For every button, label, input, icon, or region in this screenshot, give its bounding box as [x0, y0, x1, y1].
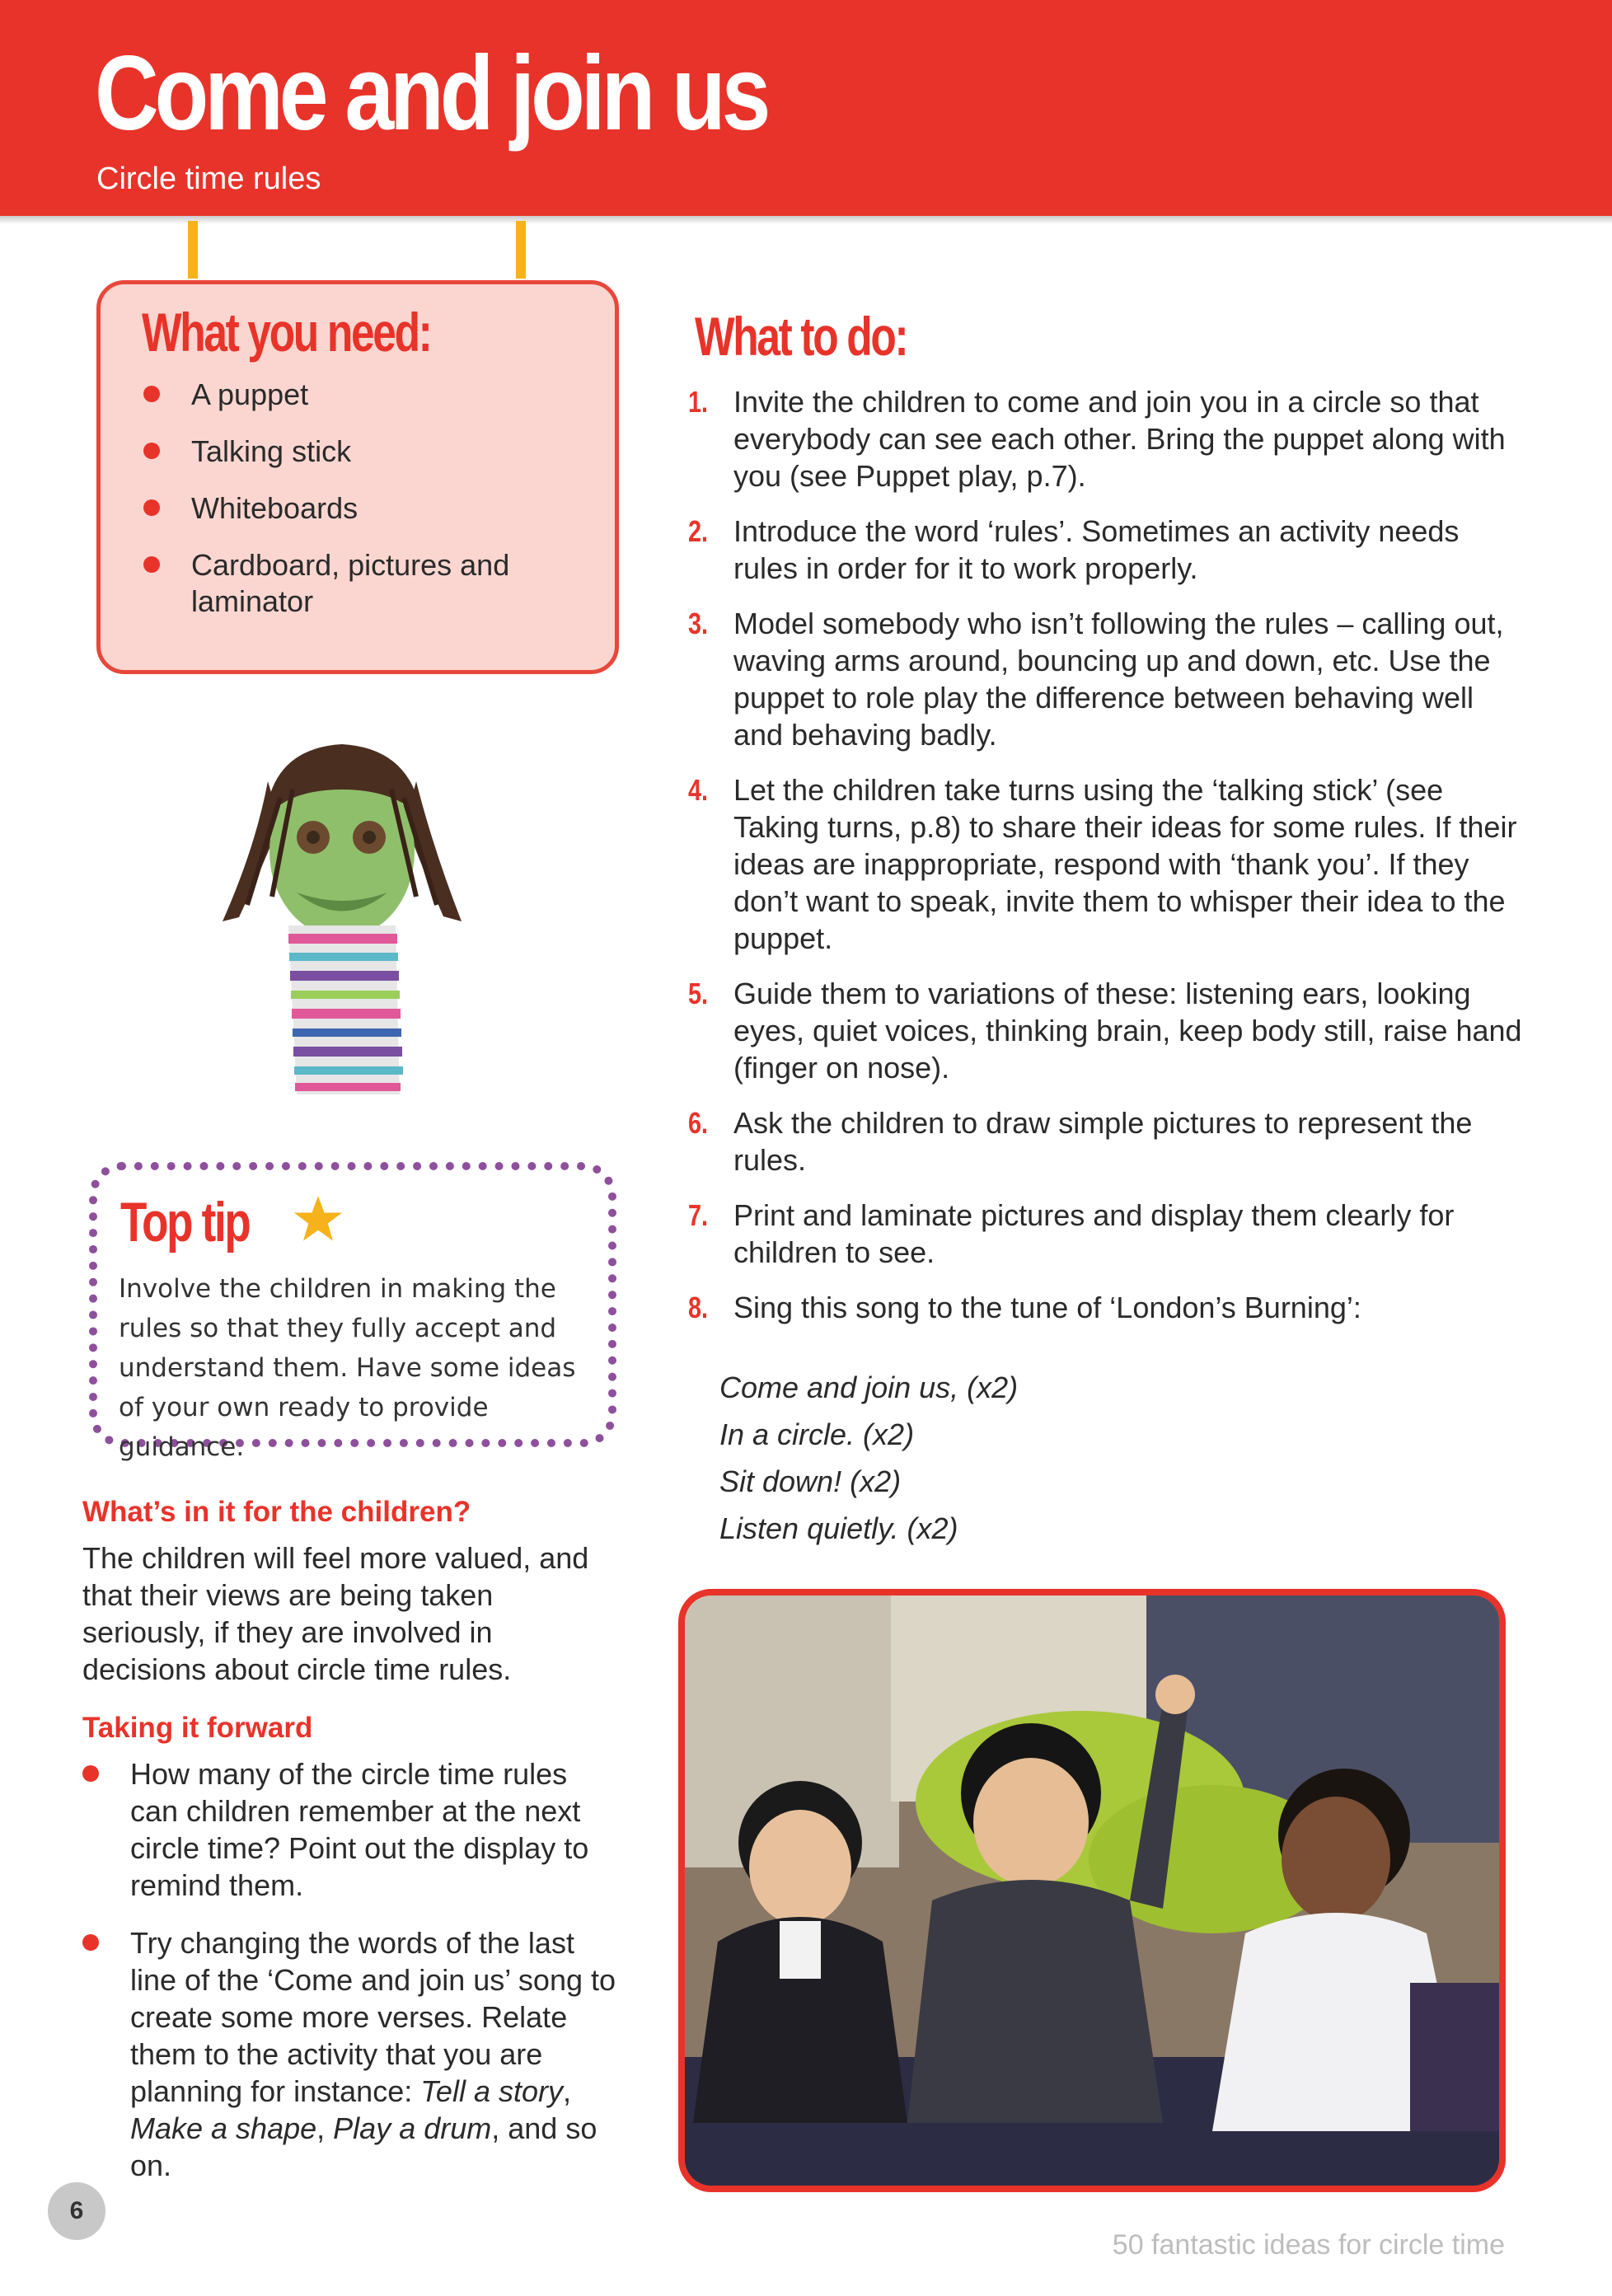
step-number: 7. [688, 1198, 709, 1232]
top-tip-title: Top tip [120, 1191, 250, 1253]
star-icon [293, 1193, 344, 1244]
step-text: Introduce the word ‘rules’. Sometimes an activity needs rules in order for it to work properly. [733, 514, 1460, 585]
sock-puppet-image [190, 732, 494, 1111]
song-lyrics [719, 1364, 1018, 1552]
what-you-need-box [96, 280, 619, 674]
bullet-icon [143, 499, 160, 516]
step-item [688, 1289, 1529, 1326]
step-item [688, 605, 1529, 753]
step-number: 6. [688, 1106, 709, 1140]
list-item-text: A puppet [191, 377, 309, 411]
step-text: Print and laminate pictures and display them clearly for children to see. [733, 1198, 1455, 1269]
step-text: Invite the children to come and join you in a circle so that everybody can see each other. Bring the puppet along with you (see Puppet play, p.7). [733, 385, 1506, 493]
step-number: 5. [688, 977, 709, 1010]
top-tip-box [89, 1162, 616, 1462]
top-tip-text: Involve the children in making the rules so that they fully accept and understand them. Have some ideas of your own ready to provide guidance. [119, 1274, 576, 1462]
list-item-text: Whiteboards [191, 491, 358, 525]
children-photo [678, 1589, 1506, 2192]
example-verse: Make a shape [130, 2111, 317, 2145]
page-title: Come and join us [95, 35, 767, 152]
list-item-text: Talking stick [191, 434, 352, 468]
list-item [82, 1755, 618, 1904]
step-item [688, 1104, 1529, 1178]
step-text: Sing this song to the tune of ‘London’s Burning’: [733, 1291, 1361, 1324]
list-item-text: How many of the circle time rules can children remember at the next circle time? Point out the display to remind them. [130, 1757, 589, 1902]
list-item [143, 490, 605, 527]
step-number: 8. [688, 1291, 709, 1324]
box-hanger-right [516, 221, 526, 279]
what-you-need-list [143, 377, 605, 640]
list-item [82, 1924, 618, 2184]
step-number: 1. [688, 385, 709, 419]
separator-text: , [316, 2111, 334, 2145]
header-shadow [0, 216, 1612, 224]
header-banner [0, 0, 1612, 216]
step-text: Guide them to variations of these: listening ears, looking eyes, quiet voices, thinking brain, keep body still, raise hand (finger on nose). [733, 977, 1522, 1085]
taking-it-forward-list [82, 1755, 618, 2205]
example-verse: Tell a story [420, 2074, 563, 2108]
what-you-need-title: What you need: [142, 302, 431, 363]
separator-text: , [562, 2074, 571, 2108]
bullet-icon [82, 1765, 99, 1782]
step-text: Model somebody who isn’t following the rules – calling out, waving arms around, bouncing up and down, etc. Use the puppet to role play the difference between behaving well and behaving badly. [733, 607, 1504, 752]
what-to-do-title: What to do: [695, 306, 907, 367]
bullet-icon [143, 443, 160, 459]
step-number: 3. [688, 607, 709, 640]
taking-it-forward-heading: Taking it forward [82, 1712, 313, 1744]
song-line: Sit down! (x2) [719, 1464, 902, 1498]
list-item [143, 547, 605, 620]
bullet-icon [143, 556, 160, 573]
song-line: Listen quietly. (x2) [719, 1511, 958, 1545]
page-subtitle: Circle time rules [96, 162, 321, 196]
step-text: Let the children take turns using the ‘talking stick’ (see Taking turns, p.8) to share their ideas for some rules. If their ideas are inappropriate, respond with ‘thank you’. If they don’t want to speak, invite them to whisper their idea to the puppet. [733, 773, 1517, 955]
page-number: 6 [48, 2182, 105, 2240]
example-verse: Play a drum [333, 2111, 492, 2145]
bullet-icon [143, 386, 160, 402]
step-item [688, 1197, 1529, 1271]
children-photo-illustration [685, 1595, 1499, 2186]
step-item [688, 383, 1529, 494]
list-item [143, 377, 605, 413]
step-item [688, 771, 1529, 957]
step-text: Ask the children to draw simple pictures to represent the rules. [733, 1106, 1473, 1177]
step-item [688, 513, 1529, 587]
whats-in-it-heading: What’s in it for the children? [82, 1496, 471, 1528]
step-number: 4. [688, 773, 709, 807]
step-number: 2. [688, 514, 709, 548]
book-title-footer: 50 fantastic ideas for circle time [1112, 2229, 1505, 2261]
box-hanger-left [188, 221, 198, 279]
list-item [143, 433, 605, 470]
bullet-icon [82, 1934, 99, 1951]
list-item-text: Cardboard, pictures and laminator [191, 548, 510, 618]
list-item-text: Try changing the words of the last line of the ‘Come and join us’ song to create some more verses. Relate them to the activity that you are planning for instance: [130, 1926, 616, 2108]
list-item-ending: , and so on. [130, 2111, 597, 2182]
whats-in-it-text: The children will feel more valued, and that their views are being taken seriously, if they are involved in decisions about circle time rules. [82, 1541, 589, 1686]
song-line: In a circle. (x2) [719, 1417, 915, 1451]
song-line: Come and join us, (x2) [719, 1371, 1019, 1404]
step-item [688, 975, 1529, 1086]
what-to-do-steps [688, 383, 1529, 1344]
